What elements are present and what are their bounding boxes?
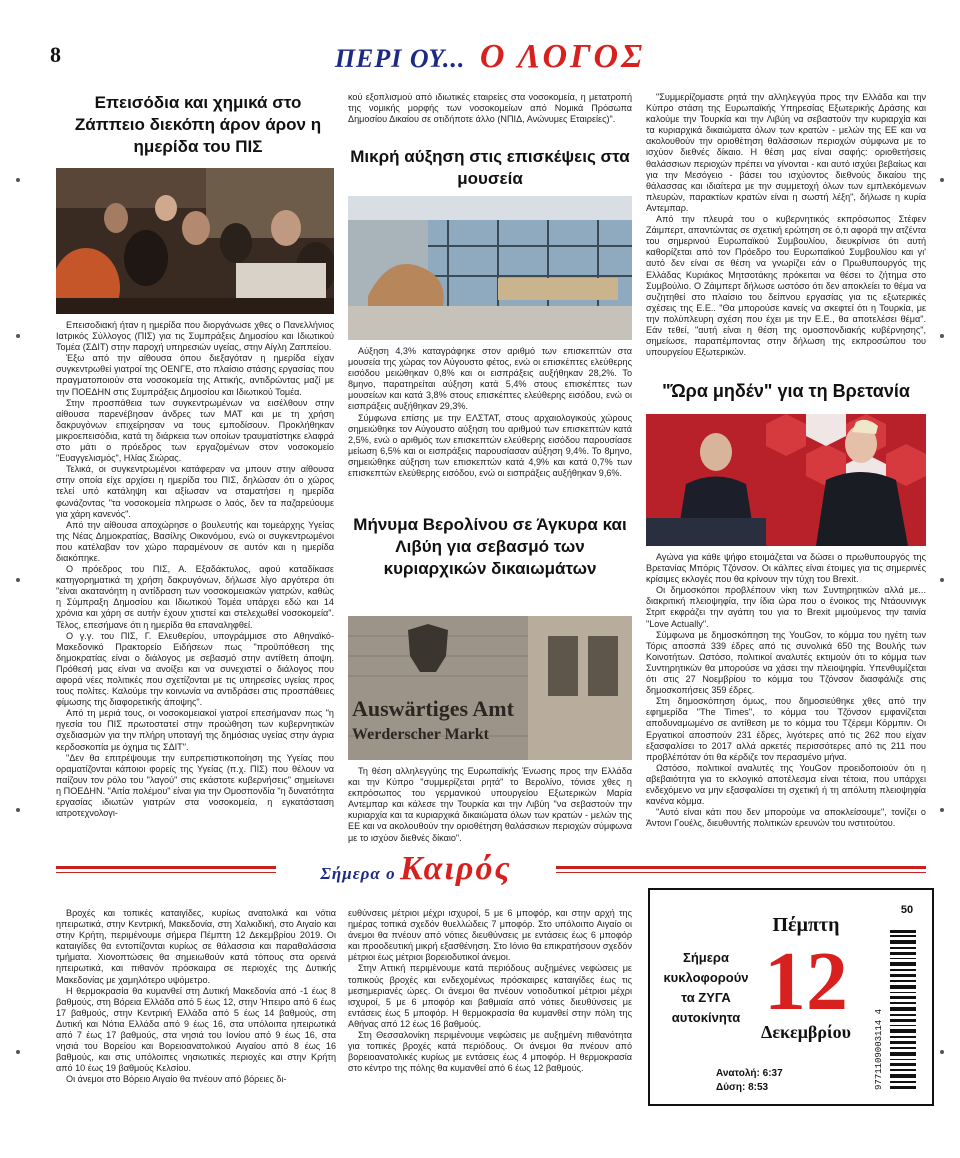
paragraph: Αύξηση 4,3% καταγράφηκε στον αριθμό των επισκεπτών στα μουσεία της χώρας τον Αύγουστο φέτος, ενώ οι επισκέπτες ελεύθερης εισόδου μειώθηκαν 0,8% και οι εισπράξεις αυξήθηκαν 28,2%. Το 8μηνο, παρατηρείται αύξηση κατά 5,4% στους επισκέπτες των μουσείων και κατά 3,8% στους επισκέπτες ελεύθερης εισόδου, ενώ οι εισπράξεις αυξήθηκαν 29,3%. [348, 346, 632, 412]
margin-dot [940, 578, 944, 582]
paragraph: Επεισοδιακή ήταν η ημερίδα που διοργάνωσε χθες ο Πανελλήνιος Ιατρικός Σύλλογος (ΠΙΣ) για τις Συμπράξεις Δημοσίου και Ιδιωτικού Τομέα (ΣΔΙΤ) στην παροχή υπηρεσιών υγείας, στην Αίγλη Ζαππείου. [56, 320, 334, 353]
article3-continuation [646, 92, 926, 358]
debate-photo [646, 414, 926, 546]
margin-dot [940, 178, 944, 182]
date-box [648, 888, 934, 1106]
promo-line: κυκλοφορούν [663, 970, 749, 986]
article2-photo [348, 196, 632, 340]
margin-dot [16, 578, 20, 582]
paragraph: Ο γ.γ. του ΠΙΣ, Γ. Ελευθερίου, υπογράμμισε στο Αθηναϊκό-Μακεδονικό Πρακτορείο Ειδήσεων πως "προϋπόθεση της δημοκρατίας είναι ο διάλογος με σεβασμό στην αντίθετη άποψη. Πρόθεσή μας είναι να ανοίξει και να συνεχιστεί ο διάλογος που αφορά νέες πολιτικές που σχετίζονται με τις υπηρεσίες υγείας προς τους πολίτες. Καλούμε την κοινωνία να αντιδράσει στις προσπάθειες φίμωσης της διαφορετικής άποψης". [56, 630, 334, 708]
section-rule [556, 866, 926, 869]
section-rule [556, 872, 926, 873]
article3-title: Μήνυμα Βερολίνου σε Άγκυρα και Λιβύη για σεβασμό των κυριαρχικών δικαιωμάτων [353, 515, 627, 579]
weather-section-title [286, 850, 546, 888]
margin-dot [940, 808, 944, 812]
paragraph: Από την αίθουσα αποχώρησε ο βουλευτής και τομεάρχης Υγείας της Νέας Δημοκρατίας, Βασίλης Οικονόμου, ενώ οι συγκεντρωμένοι που κατέλαβαν τον χώρο παραμένουν σε αυτόν και η ημερίδα διακόπηκε. [56, 519, 334, 563]
paragraph: Από την πλευρά του ο κυβερνητικός εκπρόσωπος Στέφεν Ζάιμπερτ, απαντώντας σε σχετική ερώτηση σε ό,τι αφορά την ατζέντα του σημερινού Ευρωπαϊκού Συμβουλίου, διευκρίνισε ότι αυτή καθορίζεται από τον Πρόεδρο του Ευρωπαϊκού Συμβουλίου και γι' αυτό δεν είναι σε θέση να γνωρίζει εάν ο Πρωθυπουργός της Ελλάδας Κυριάκος Μητσοτάκης πρόκειται να θέσει το ζήτημα στο Συμβούλιο. Ο Ζάιμπερτ δήλωσε ωστόσο ότι δεν αποκλείει το θέμα να συζητηθεί στο πλαίσιο του δείπνου εργασίας για τις εξωτερικές σχέσεις της Ε.Ε.. "Θα μπορούσε κανείς να σκεφτεί ότι η Τουρκία, με την πολύπλευρη σχέση που έχει με την Ε.Ε., θα αποτελέσει θέμα". Εάν τεθεί, "αυτή είναι η θέση της ομοσπονδιακής κυβέρνησης", σημείωσε, παραπέμποντας στην δήλωση της εκπροσώπου του υπουργείου Εξωτερικών. [646, 214, 926, 358]
paragraph: Τη θέση αλληλεγγύης της Ευρωπαϊκής Ένωσης προς την Ελλάδα και την Κύπρο "συμμερίζεται ρητά" το Βερολίνο, τόνισε χθες η εκπρόσωπος του γερμανικού υπουργείου Εξωτερικών Μαρία Αντεμπαρ και κάλεσε την Τουρκία και την Λιβύη "να σεβαστούν την κυριαρχία και τα κυριαρχικά δικαιώματα όλων των κρατών - μελών της ΕΕ και να ακολουθούν την οριοθέτηση θαλάσσιων περιοχών σύμφωνα με το ισχύον διεθνές δίκαιο". [348, 766, 632, 843]
photo-sign-text: Werderscher Markt [352, 726, 489, 743]
paragraph: Σύμφωνα επίσης με την ΕΛΣΤΑΤ, στους αρχαιολογικούς χώρους σημειώθηκε τον Αύγουστο αύξηση του αριθμού των επισκεπτών κατά 2,5%, ενώ ο αριθμός των επισκεπτών ελεύθερης εισόδου παρουσίασε μείωση 6,5% και οι εισπράξεις παρουσίασαν αύξηση 9,4%. Το 8μηνο, σημειώθηκε αύξηση των επισκεπτών κατά 4,9% και κατά 0,7% των επισκεπτών ελεύθερης εισόδου, ενώ οι εισπράξεις αυξήθηκαν 9,6%. [348, 412, 632, 479]
promo-line: Σήμερα [683, 950, 729, 965]
paragraph: Στην προσπάθεια των συγκεντρωμένων να εισέλθουν στην αίθουσα παρενέβησαν άνδρες των ΜΑΤ και με τη χρήση δακρυγόνων επιχείρησαν να τους εμποδίσουν. Προκλήθηκαν μικροεπεισόδια, κατά τη διάρκεια των οποίων τραυματίστηκε ελαφρά στο μάτι ο πρόεδρος των εργαζομένων στον νοσοκομείο "Ευαγγελισμός", Ηλίας Σιώρας. [56, 397, 334, 464]
weather-title-big: Καιρός [400, 850, 512, 887]
article1-body [56, 320, 334, 819]
paragraph: ευθύνσεις μέτριοι μέχρι ισχυροί, 5 με 6 μποφόρ, και στην αρχή της ημέρας τοπικά σχεδόν θυελλώδεις 7 μποφόρ. Στο υπόλοιπο Αιγαίο οι άνεμοι θα πνέουν από νότιες διευθύνσεις με εντάσεις έως 6 μποφόρ και προοδευτική μικρή εξασθένηση. Στο Ιόνιο θα επικρατήσουν σχεδόν μέτριοι έως μέτριοι βορειοδυτικοί άνεμοι. [348, 908, 632, 963]
section-rule [56, 872, 276, 873]
paragraph: Τελικά, οι συγκεντρωμένοι κατάφεραν να μπουν στην αίθουσα στην οποία είχε αρχίσει η ημερίδα του ΠΙΣ, δηλώσαν ότι ο χώρος τελεί υπό κατάληψη και αξίωσαν να σταματήσει η ημερίδα φωνάζοντας "τα νοσοκομεία πληρωσε ο λαός, δεν τα παζαρεύουμε για χάρη κανενός". [56, 464, 334, 519]
article2-title: Μικρή αύξηση στις επισκέψεις στα μουσεία [350, 147, 630, 189]
paragraph: Ωστόσο, πολιτικοί αναλυτές της YouGov προειδοποιούν ότι η αβεβαιότητα για το εκλογικό αποτέλεσμα είναι τέτοια, που υπάρχει ενδεχόμενο να μην εξασφαλίσει τη σχετική ή τη απόλυτη πλειοψηφία κανένα κόμμα. [646, 762, 926, 807]
paragraph: Ο πρόεδρος του ΠΙΣ, Α. Εξαδάκτυλος, αφού καταδίκασε κατηγορηματικά τη χρήση δακρυγόνων, δήλωσε λίγο αργότερα ότι "είναι ακατανόητη η αντίδραση των νοσοκομειακών γιατρών, καθώς η Σύμπραξη Δημοσίου και Ιδιωτικού Τομέα υπάρχει εδώ και 14 χρόνια και χάρη σε αυτήν έχουν χτιστεί και στελεχωθεί νοσοκομεία". Τέλος, επεσήμανε ότι η ημερίδα θα επαναληφθεί. [56, 564, 334, 630]
paragraph: Οι άνεμοι στο Βόρειο Αιγαίο θα πνέουν από βόρειες δι- [66, 1074, 287, 1085]
issue-number: 50 [900, 904, 914, 916]
paragraph: Σύμφωνα με δημοσκόπηση της YouGov, το κόμμα του ηγέτη των Τόρις αποσπά 339 έδρες από τις συνολικά 650 της Βουλής των Κοινοτήτων. Ωστόσο, πολιτικοί αναλυτές εκτιμούν ότι το κόμμα των Συντηρητικών θα μπορούσε να χάσει την πλειοψηφία. Υπενθυμίζεται ότι στις 27 Νοεμβρίου το κόμμα του Τζόνσον διασφάλιζε στις δημοσκοπήσεις 359 έδρες. [646, 629, 926, 696]
margin-dot [16, 808, 20, 812]
article2-body [348, 346, 632, 479]
sunset-time: Δύση: 8:53 [716, 1082, 769, 1093]
paragraph: Έξω από την αίθουσα όπου διεξαγόταν η ημερίδα είχαν συγκεντρωθεί γιατροί της ΟΕΝΓΕ, στο πλαίσιο στάσης εργασίας που πραγματοποιούν στα νοσοκομεία της Αττικής, αντιδρώντας μαζί με την ΠΟΕΔΗΝ στις Συμπράξεις Δημοσίου και Ιδιωτικού Τομέα. [56, 353, 334, 397]
article4-title: "Ώρα μηδέν" για τη Βρετανία [662, 381, 910, 401]
paragraph: κού εξοπλισμού από ιδιωτικές εταιρείες στα νοσοκομεία, η μετατροπή της νομικής μορφής των νοσοκομείων από Νομικά Πρόσωπα Δημοσίου Δικαίου σε οτιδήποτε άλλο (ΝΠΙΔ, Ανώνυμες Εταιρείες)". [348, 92, 632, 125]
article1-title: Επεισόδια και χημικά στο Ζάππειο διεκόπη άρον άρον η ημερίδα του ΠΙΣ [74, 93, 322, 157]
promo-text [658, 948, 754, 1029]
paragraph: Η θερμοκρασία θα κυμανθεί στη Δυτική Μακεδονία από -1 έως 8 βαθμούς, στη Βόρεια Ελλάδα από 5 έως 12, στην Ήπειρο από 6 έως 17 βαθμούς, στην Κεντρική Ελλάδα από 5 έως 14 βαθμούς, στη Δυτική και Νότια Ελλάδα από 9 έως 16, στα υπόλοιπα ηπειρωτικά από 7 έως 17 βαθμούς, στα νησιά του Ιονίου από 9 έως 16, στα νησιά του Βορείου και Βορειοανατολικού Αιγαίου από 8 έως 16 βαθμούς, και στις υπόλοιπες νησιωτικές περιοχές και στην Κρήτη από 10 έως 19 βαθμούς Κελσίου. [56, 985, 336, 1074]
page-number: 8 [50, 42, 61, 67]
paragraph: Βροχές και τοπικές καταιγίδες, κυρίως ανατολικά και νότια ηπειρωτικά, στην Κεντρική, Μακεδονία, στη Χαλκιδική, στο Αιγαίο και στην Κρήτη, περιμένουμε σήμερα Πέμπτη 12 Δεκεμβρίου 2019. Οι καταιγίδες θα εντοπίζονται κυρίως σε θάλασσια και παραθαλάσσια τμήματα. Χιονοπτώσεις θα σημειωθούν κατά τόπους στα ορεινά ηπειρωτικά, και πιθανόν πρόσκαιρα σε περιοχές της Δυτικής Μακεδονίας με χαμηλότερο υψόμετρο. [56, 908, 336, 985]
article1-photo [56, 168, 334, 314]
weather-col1 [56, 908, 336, 1086]
promo-line: τα ZYΓΑ [681, 990, 731, 1006]
masthead-part1: ΠΕΡΙ ΟΥ... [334, 44, 466, 73]
article3-body [348, 766, 632, 844]
promo-line: αυτοκίνητα [671, 1010, 741, 1026]
weather-title-small: Σήμερα ο [320, 864, 396, 883]
paragraph: Στην Αττική περιμένουμε κατά περιόδους αυξημένες νεφώσεις με τοπικούς βροχές και ενδεχομένως πρόσκαιρες καταιγίδες έως τις μεσημεριανές ώρες. Οι άνεμοι θα πνέουν νοτιοδυτικοί μέτριοι μέχρι ισχυροί, 5 με 6 μποφόρ και βαθμιαία από νότιες διευθύνσεις με εντάσεις έως 5 μποφόρ. Η θερμοκρασία θα κυμανθεί στην πόλη της Αθήνας από 12 έως 16 βαθμούς. [348, 963, 632, 1029]
article1-continuation [348, 92, 632, 125]
museum-photo [348, 196, 632, 340]
paragraph: Αγώνα για κάθε ψήφο ετοιμάζεται να δώσει ο πρωθυπουργός της Βρετανίας Μπόρις Τζόνσον. Οι κάλπες είναι έτοιμες για τις σημερινές κρίσιμες εκλογές που θα κρίνουν την τύχη του Brexit. [646, 552, 926, 585]
photo-sign-text: Auswärtiges Amt [352, 696, 514, 721]
paragraph: Οι δημοσκόποι προβλέπουν νίκη των Συντηρητικών αλλά με... διακριτική πλειοψηφία, την ίδια ώρα που ο ένοικος της Ντάουνινγκ Στριτ εκφράζει την αγάπη του για το Brexit μιμούμενος την ταινία "Love Actually". [646, 585, 926, 629]
sunrise-time: Ανατολή: 6:37 [716, 1068, 783, 1079]
paragraph: Στη δημοσκόπηση όμως, που δημοσιεύθηκε χθες από την εφημερίδα "The Times", το κόμμα του Τζόνσον εμφανίζεται απoδυναμωμένο σε αντίθεση με το κόμμα του Τζέρεμι Κόρμπιν. Οι Εργατικοί αποσπούν 231 έδρες, λιγότερες από τις 262 που είχαν εξασφαλίσει το 2017 αλλά αρκετές περισσότερες από τις 211 που προβλέπόταν ότι θα κέρδιζε τον περασμένο μήνα. [646, 696, 926, 762]
paragraph: "Συμμερίζομαστε ρητά την αλληλεγγύα προς την Ελλάδα και την Κύπρο στάση της Ευρωπαϊκής Υπηρεσίας Εξωτερικής Δράσης και καλούμε την Τουρκία και την Λιβύη να σεβαστούν την κυριαρχία και τα κυριαρχικά δικαιώματα όλων των κρατών - μελών της ΕΕ και να ακολουθούν την οριοθέτηση θαλάσσιων περιοχών σύμφωνα με το ισχύον διεθνές δίκαιο. Η θέση μας είναι σαφής: οριοθετήσεις θαλάσσιων περιοχών πρέπει να γίνονται - και αυτό ισχύει βεβαίως και για την Μεσόγειο - βάσει του ισχύοντος διεθνούς δικαίου της θάλασσας και ιδιαίτερα με την συμμετοχή όλων των εμπλεκόμενων πλευρών, παρακτίων κρατών είναι η σωστή λέξη", δήλωσε η κυρία Αντεμπαρ. [646, 92, 926, 213]
margin-dot [16, 178, 20, 182]
margin-dot [16, 1050, 20, 1054]
paragraph: "Αυτό είναι κάτι που δεν μπορούμε να αποκλείσουμε", τονίζει ο Άντονι Γουέλς, διευθυντής πολιτικών ερευνών του ινστιτούτου. [646, 807, 926, 829]
day-number: 12 [764, 935, 848, 1028]
section-rule [56, 866, 276, 869]
paragraph: Στη Θεσσαλονίκη περιμένουμε νεφώσεις με αυξημένη πιθανότητα για τοπικές βροχές κατά περιόδους. Οι άνεμοι θα πνέουν από βορειοανατολικές κυρίως με εντάσεις έως 4 μποφόρ. Η θερμοκρασία στο κέντρο της πόλης θα κυμανθεί από 6 έως 12 βαθμούς. [348, 1030, 632, 1074]
masthead-part2: Ο ΛΟΓΟΣ [479, 38, 646, 75]
month-name: Δεκεμβρίου [761, 1022, 851, 1042]
article4-photo [646, 414, 926, 546]
crowd-photo [56, 168, 334, 314]
paragraph: "Δεν θα επιτρέψουμε την ευπρεπιστικοποίηση της Υγείας που οραματίζονται κάποιοι φορείς της Υγείας (π.χ. ΠΙΣ) που θέλουν να παίζουν τον ρόλο του "λαγού" στις εκάστοτε κυβερνήσεις" σημείωνει η ΠΟΕΔΗΝ. "Αιτία πολέμου" είναι για την Ομοσπονδία "η δυνατότητα εργασίας ιδιωτών γιατρών στα νοσοκομεία, η εγκατάσταση ιατροτεχνολογι- [56, 752, 334, 819]
margin-dot [16, 334, 20, 338]
section-masthead [220, 38, 760, 78]
article4-body [646, 552, 926, 829]
weather-col2 [348, 908, 632, 1074]
paragraph: Από τη μεριά τους, οι νοσοκομειακοί γιατροί επεσήμαναν πως "η ηγεσία του ΠΙΣ πρωτοστατεί στην προώθηση των κυβερνητικών σχεδιασμών για την πλήρη υποταγή της δημόσιας υγείας στην άγρια κερδοσκοπία με όχημα τις ΣΔΙΤ". [56, 708, 334, 752]
margin-dot [940, 1050, 944, 1054]
weekday: Πέμπτη [772, 914, 840, 936]
barcode-digits: 9771109003114 4 [874, 1008, 884, 1090]
margin-dot [940, 334, 944, 338]
